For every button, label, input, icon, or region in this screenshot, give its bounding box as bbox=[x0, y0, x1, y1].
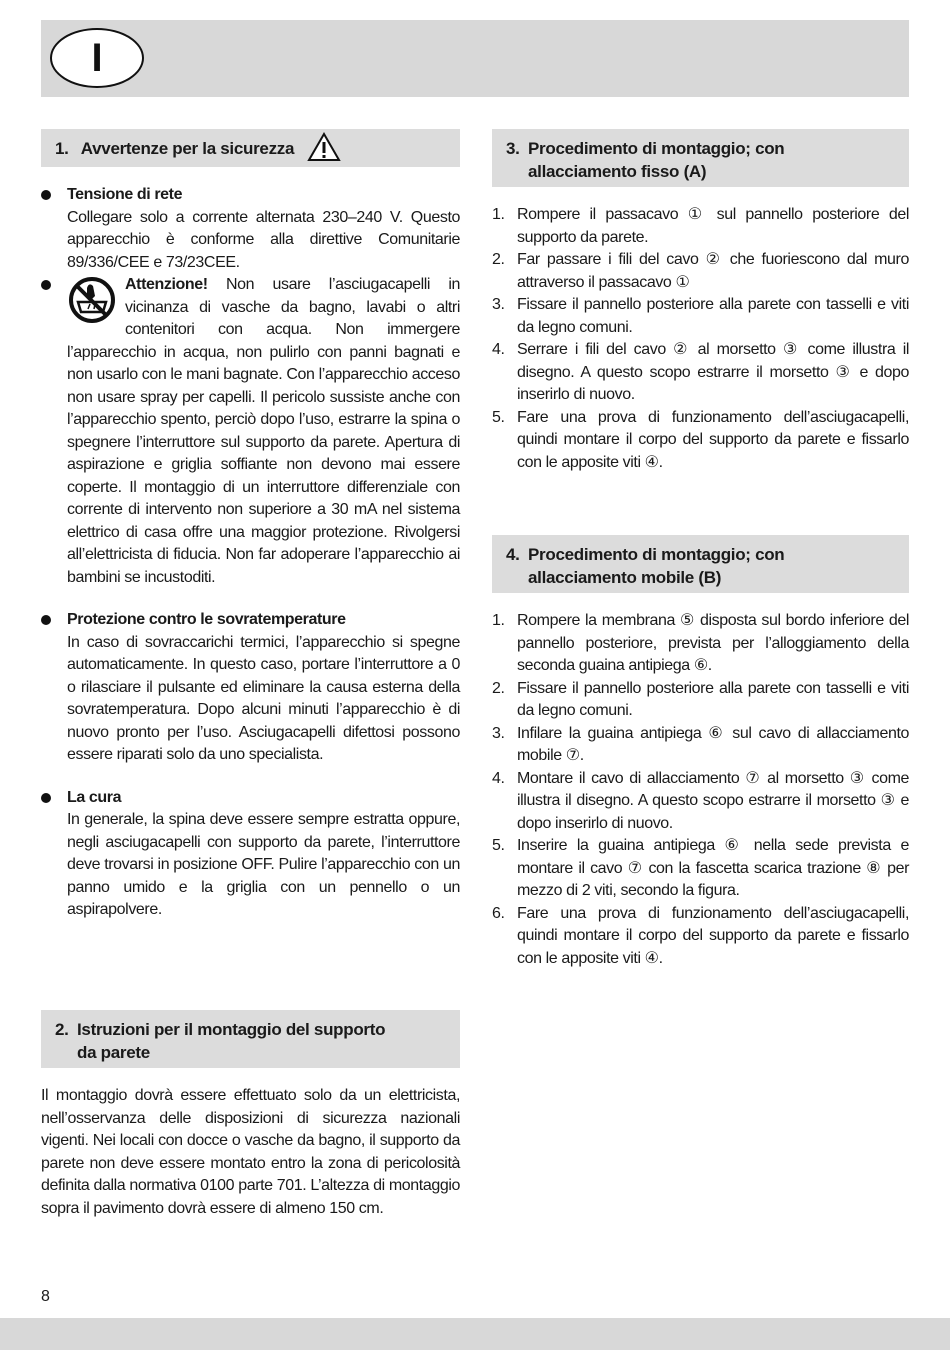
step-item bbox=[492, 204, 909, 249]
step-item bbox=[492, 249, 909, 294]
bullet-dot bbox=[41, 793, 51, 803]
no-water-immersion-icon bbox=[67, 276, 117, 324]
step-text: Far passare i fili del cavo ② che fuoriescono dal muro attraverso il passacavo ① bbox=[517, 251, 909, 291]
section-4-title-line1: Procedimento di montaggio; con bbox=[528, 545, 785, 564]
step-number: 1. bbox=[492, 612, 505, 629]
list-item bbox=[41, 184, 460, 274]
footer-band bbox=[0, 1318, 950, 1350]
section-1-number: 1. bbox=[55, 139, 69, 158]
step-number: 3. bbox=[492, 724, 505, 742]
step-text: Fissare il pannello posteriore alla parete con tasselli e viti da legno comuni. bbox=[517, 296, 909, 336]
step-text: Fare una prova di funzionamento dell’asciugacapelli, quindi montare il corpo del supporto da parete e fissarlo con le apposite viti ④. bbox=[517, 904, 909, 967]
step-item bbox=[492, 294, 909, 339]
step-number: 2. bbox=[492, 679, 505, 697]
section-3-steps bbox=[492, 204, 909, 474]
step-number: 6. bbox=[492, 904, 505, 922]
language-mark: I bbox=[50, 28, 144, 88]
list-item bbox=[41, 787, 460, 922]
step-item bbox=[492, 903, 909, 971]
section-2-heading bbox=[41, 1010, 460, 1068]
section-4-heading bbox=[492, 535, 909, 593]
bullet-dot bbox=[41, 615, 51, 625]
section-2-title-line1: Istruzioni per il montaggio del supporto bbox=[77, 1020, 386, 1039]
bullet-dot bbox=[41, 280, 51, 290]
step-number: 5. bbox=[492, 837, 505, 854]
section-1-body bbox=[41, 184, 460, 942]
bullet-dot bbox=[41, 190, 51, 200]
step-text: Rompere il passacavo ① sul pannello posteriore del supporto da parete. bbox=[517, 206, 909, 246]
step-item bbox=[492, 678, 909, 723]
section-1-title: Avvertenze per la sicurezza bbox=[80, 139, 295, 158]
step-item bbox=[492, 610, 909, 678]
section-3-title-line2: allacciamento fisso (A) bbox=[528, 162, 707, 181]
section-4-steps bbox=[492, 610, 909, 970]
item-title: Tensione di rete bbox=[67, 186, 183, 203]
step-number: 5. bbox=[492, 408, 505, 426]
step-number: 2. bbox=[492, 251, 505, 268]
step-text: Serrare i fili del cavo ② al morsetto ③ come illustra il disegno. A questo scopo estrarre il morsetto ③ e dopo inserirlo di nuovo. bbox=[517, 341, 909, 403]
step-item bbox=[492, 835, 909, 903]
step-number: 1. bbox=[492, 206, 505, 223]
header-band bbox=[41, 20, 909, 97]
step-text: Rompere la membrana ⑤ disposta sul bordo inferiore del pannello posteriore, prevista per l’alloggiamento della seconda guaina antipiega ⑥. bbox=[517, 612, 909, 674]
step-item bbox=[492, 723, 909, 768]
item-title: Attenzione! bbox=[125, 276, 208, 293]
page-number: 8 bbox=[41, 1288, 50, 1305]
step-text: Fare una prova di funzionamento dell’asciugacapelli, quindi montare il corpo del supporto da parete e fissarlo con le apposite viti ④. bbox=[517, 408, 909, 471]
step-item bbox=[492, 339, 909, 407]
section-2-body: Il montaggio dovrà essere effettuato solo da un elettricista, nell’osservanza delle disposizioni di sicurezza nazionali vigenti. Nei locali con docce o vasche da bagno, il supporto da parete non deve essere montato entro la zona di pericolosità definita dalla normativa 0100 parte 701. L’altezza di montaggio sopra il pavimento dovrà essere di almeno 150 cm. bbox=[41, 1087, 460, 1217]
section-2-number: 2. bbox=[55, 1020, 69, 1039]
warning-triangle-icon bbox=[307, 132, 341, 162]
step-text: Fissare il pannello posteriore alla parete con tasselli e viti da legno comuni. bbox=[517, 679, 909, 719]
section-4-number: 4. bbox=[506, 545, 520, 564]
section-2-title-line2: da parete bbox=[77, 1043, 150, 1062]
step-text: Montare il cavo di allacciamento ⑦ al morsetto ③ come illustra il disegno. A questo scopo estrarre il morsetto ③ e dopo inserirlo di nuovo. bbox=[517, 769, 909, 832]
item-text: In caso di sovraccarichi termici, l’apparecchio si spegne automaticamente. In questo caso, portare l’interruttore a 0 o rilasciare il pulsante ed eliminare la causa esterna della sovratemperatura. Dopo alcuni minuti l’apparecchio è di nuovo pronto per l’uso. Asciugacapelli difettosi possono essere riparati solo da uno specialista. bbox=[67, 633, 460, 763]
step-number: 4. bbox=[492, 769, 505, 787]
item-text: Non usare l’asciugacapelli in vicinanza di vasche da bagno, lavabi o altri contenitori con acqua. Non immergere l’apparecchio in acqua, non pulirlo con panni bagnati e non usarlo con le mani bagnate. Con l’apparecchio acceso non usare spray per capelli. Il pericolo sussiste anche con l’apparecchio spento, perciò dopo l’uso, estrarre la spina o spegnere l’interruttore sul supporto da parete. Apertura di aspirazione e griglia soffiante non devono mai essere coperte. Il montaggio di un interruttore differenziale con corrente di intervento non superiore a 30 mA nel sistema elettrico di casa offre una maggior protezione. Rivolgersi all’elettricista di fiducia. Non far adoperare l’apparecchio ai bambini se incustoditi. bbox=[67, 276, 460, 586]
item-text: Collegare solo a corrente alternata 230–240 V. Questo apparecchio è conforme alla direttive Comunitarie 89/336/CEE e 73/23CEE. bbox=[67, 208, 460, 271]
step-text: Infilare la guaina antipiega ⑥ sul cavo di allacciamento mobile ⑦. bbox=[517, 724, 909, 764]
section-4-title-line2: allacciamento mobile (B) bbox=[528, 568, 722, 587]
step-number: 4. bbox=[492, 341, 505, 358]
item-title: La cura bbox=[67, 788, 122, 806]
step-text: Inserire la guaina antipiega ⑥ nella sede prevista e montare il cavo ⑦ con la fascetta scarica trazione ⑧ per mezzo di 2 viti, secondo la figura. bbox=[517, 837, 909, 899]
section-1-heading bbox=[41, 129, 460, 167]
section-3-title-line1: Procedimento di montaggio; con bbox=[528, 139, 785, 158]
list-item bbox=[41, 609, 460, 767]
step-item bbox=[492, 407, 909, 475]
section-3-number: 3. bbox=[506, 139, 520, 158]
item-text: In generale, la spina deve essere sempre estratta oppure, negli asciugacapelli con supporto da parete, l’interruttore deve trovarsi in posizione OFF. Pulire l’apparecchio con un panno umido e la griglia con un pennello o un aspirapolvere. bbox=[67, 811, 460, 918]
section-3-heading bbox=[492, 129, 909, 187]
step-item bbox=[492, 768, 909, 836]
list-item-warning bbox=[41, 274, 460, 589]
item-title: Protezione contro le sovratemperature bbox=[67, 611, 346, 628]
step-number: 3. bbox=[492, 296, 505, 313]
